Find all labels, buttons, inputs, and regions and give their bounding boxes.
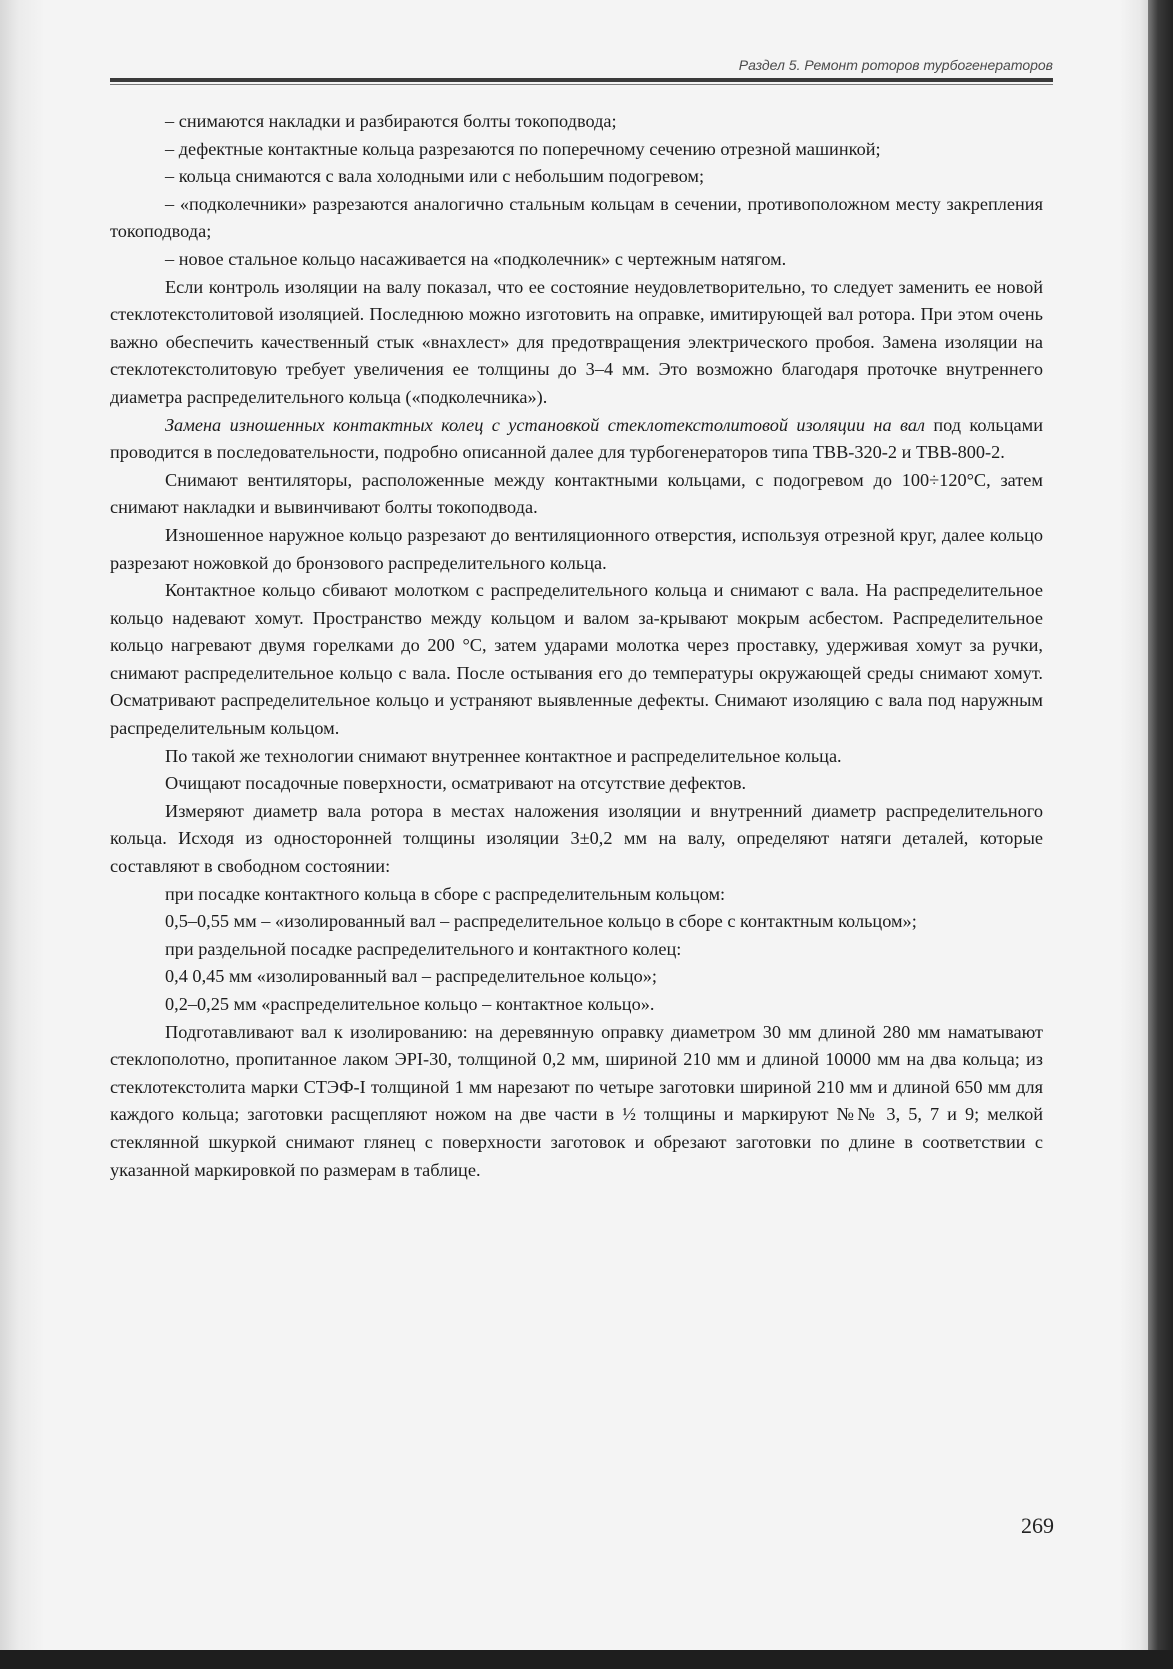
paragraph: – снимаются накладки и разбираются болты токоподвода; [165,111,617,131]
paragraph: – кольца снимаются с вала холодными или с небольшим подогревом; [165,166,705,187]
paragraph: Замена изношенных контактных колец с установкой стеклотекстолитовой изоляции на вал под кольцами проводится в последовательности, подробно описанной далее для турбогенераторов типа ТВВ-320-2 и ТВВ-800-2. [110,414,1043,463]
body-text [110,108,1043,1184]
paragraph: Очищают посадочные поверхности, осматривают на отсутствие дефектов. [165,773,747,794]
paragraph: 0,2–0,25 мм «распределительное кольцо – контактное кольцо». [165,994,655,1014]
paragraph: при раздельной посадке распределительного и контактного колец: [165,938,682,959]
paragraph: Изношенное наружное кольцо разрезают до вентиляционного отверстия, используя отрезной круг, далее кольцо разрезают ножовкой до бронзового распределительного кольца. [110,524,1043,573]
paragraph: Снимают вентиляторы, расположенные между контактными кольцами, с подогревом до 100÷120°С, затем снимают накладки и вывинчивают болты токоподвода. [110,469,1043,518]
page-number: 269 [1021,1513,1054,1538]
running-header: Раздел 5. Ремонт роторов турбогенераторов [738,57,1053,73]
paragraph: при посадке контактного кольца в сборе с распределительным кольцом: [165,883,726,904]
paragraph: Подготавливают вал к изолированию: на деревянную оправку диаметром 30 мм длиной 280 мм наматывают стеклополотно, пропитанное лаком ЭРІ-30, толщиной 0,2 мм, шириной 210 мм и длиной 10000 мм на два кольца; из стеклотекстолита марки СТЭФ-І толщиной 1 мм нарезают по четыре заготовки шириной 210 мм и длиной 650 мм для каждого кольца; заготовки расщепляют ножом на две части в ½ толщины и маркируют №№ 3, 5, 7 и 9; мелкой стеклянной шкуркой снимают глянец с поверхности заготовок и обрезают заготовки по длине в соответствии с указанной маркировкой по размерам в таблице. [110,1021,1043,1180]
header-rule [110,78,1053,85]
book-edge-shadow [1148,0,1173,1669]
paragraph: 0,4 0,45 мм «изолированный вал – распределительное кольцо»; [165,966,657,987]
italic-lead-in: Замена изношенных контактных колец с установкой стеклотекстолитовой изоляции на вал [165,414,925,435]
paragraph: Если контроль изоляции на валу показал, что ее состояние неудовлетворительно, то следует заменить ее новой стеклотекстолитовой изоляцией. Последнюю можно изготовить на оправке, имитирующей вал ротора. При этом очень важно обеспечить качественный стык «внахлест» для предотвращения электрического пробоя. Замена изоляции на стеклотекстолитовую требует увеличения ее толщины до 3–4 мм. Это возможно благодаря проточке внутреннего диаметра распределительного кольца («подколечника»). [110,276,1043,407]
scan-border [0,1650,1173,1669]
paragraph: Контактное кольцо сбивают молотком с распределительного кольца и снимают с вала. На распределительное кольцо надевают хомут. Пространство между кольцом и валом за-крывают мокрым асбестом. Распределительное кольцо нагревают двумя горелками до 200 °С, затем ударами молотка через проставку, удерживая хомут за ручки, снимают распределительное кольцо с вала. После остывания его до температуры окружающей среды снимают хомут. Осматривают распределительное кольцо и устраняют выявленные дефекты. Снимают изоляцию с вала под наружным распределительным кольцом. [110,580,1043,739]
paragraph: Измеряют диаметр вала ротора в местах наложения изоляции и внутренний диаметр распределительного кольца. Исходя из односторонней толщины изоляции 3±0,2 мм на валу, определяют натяги деталей, которые составляют в свободном состоянии: [110,800,1043,877]
paragraph: – «подколечники» разрезаются аналогично стальным кольцам в сечении, противоположном месту закрепления токоподвода; [110,193,1043,242]
paragraph: По такой же технологии снимают внутреннее контактное и распределительное кольца. [165,745,842,766]
paragraph: 0,5–0,55 мм – «изолированный вал – распределительное кольцо в сборе с контактным кольцом»; [165,911,917,932]
paragraph: – дефектные контактные кольца разрезаются по поперечному сечению отрезной машинкой; [165,138,881,159]
paragraph: – новое стальное кольцо насаживается на «подколечник» с чертежным натягом. [165,248,787,269]
